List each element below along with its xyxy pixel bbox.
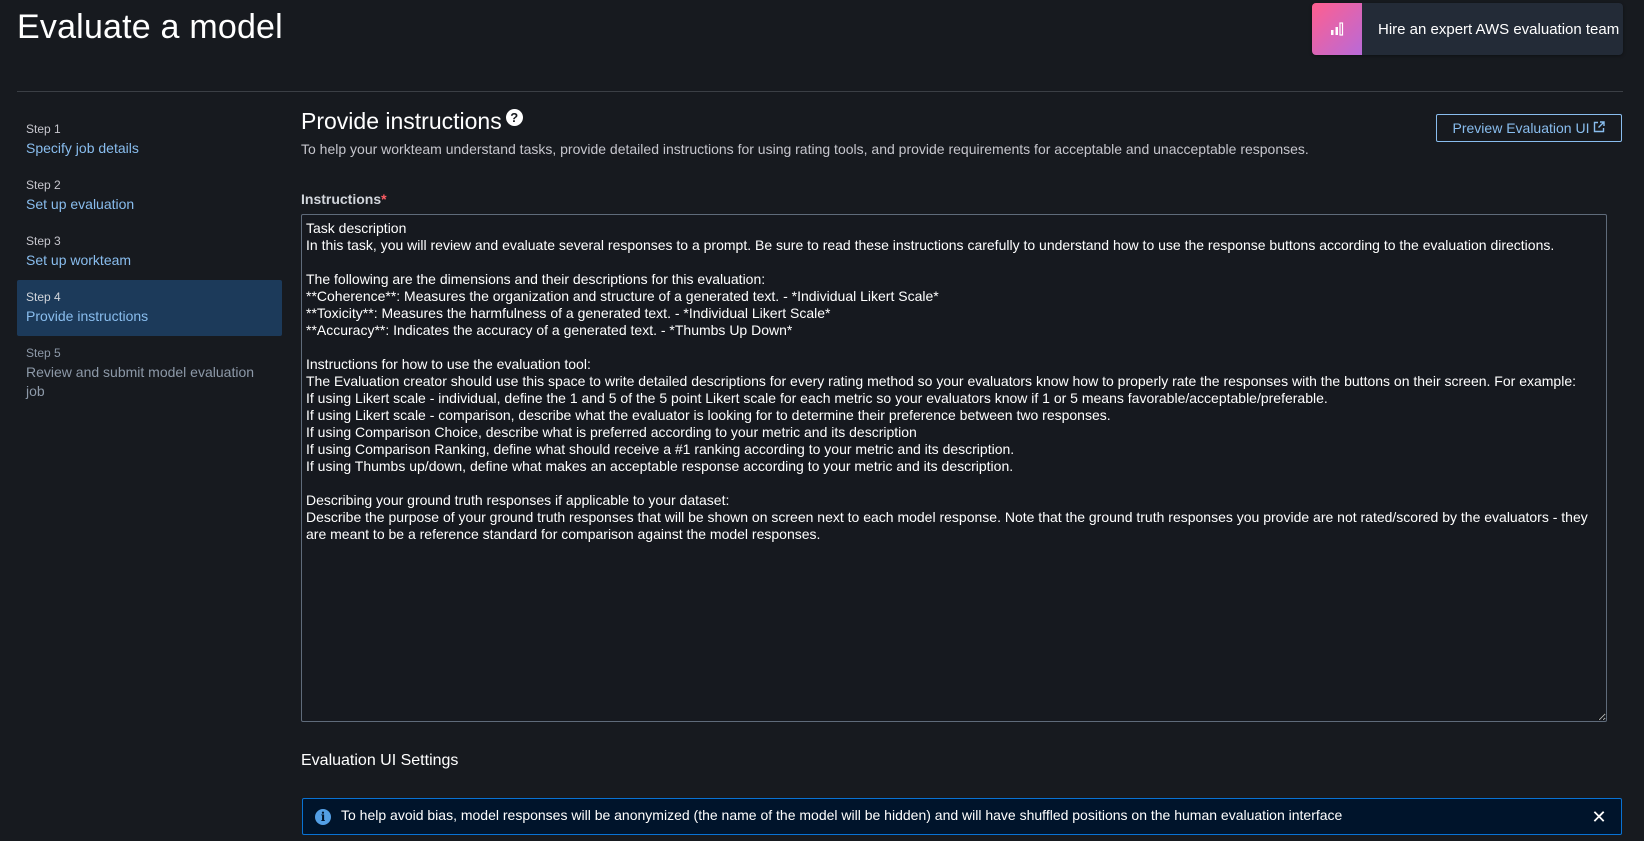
step-5 (17, 336, 282, 411)
step-4-active (17, 280, 282, 336)
step-link-set-up-workteam[interactable]: Set up workteam (26, 252, 132, 268)
close-icon[interactable]: ✕ (1591, 807, 1607, 827)
main-content (301, 108, 1623, 157)
preview-evaluation-ui-button[interactable] (1436, 114, 1622, 142)
step-label-review-and-submit: Review and submit model evaluation job (26, 364, 255, 399)
evaluation-ui-settings-title: Evaluation UI Settings (301, 752, 459, 769)
preview-button-label: Preview Evaluation UI (1452, 120, 1590, 136)
step-number: Step 4 (26, 290, 61, 304)
section-title-text: Provide instructions (301, 108, 502, 134)
step-number: Step 1 (26, 122, 61, 136)
header-divider (17, 91, 1623, 92)
bar-chart-icon (1312, 3, 1362, 55)
external-link-icon (1593, 120, 1605, 136)
step-link-specify-job-details[interactable]: Specify job details (26, 140, 139, 156)
bias-info-alert (302, 798, 1622, 835)
step-2 (17, 168, 282, 224)
info-alert-text: To help avoid bias, model responses will be anonymized (the name of the model will be hidden) and will have shuffled positions on the human evaluation interface (341, 806, 1343, 823)
step-link-provide-instructions[interactable]: Provide instructions (26, 308, 149, 324)
step-1 (17, 112, 282, 168)
section-title (301, 108, 1623, 135)
info-icon: i (315, 809, 331, 825)
step-3 (17, 224, 282, 280)
instructions-label (301, 191, 387, 207)
step-number: Step 3 (26, 234, 61, 248)
step-number: Step 5 (26, 346, 61, 360)
hire-expert-label: Hire an expert AWS evaluation team (1378, 20, 1620, 38)
required-mark: * (381, 191, 387, 207)
instructions-label-text: Instructions (301, 191, 382, 207)
step-number: Step 2 (26, 178, 61, 192)
instructions-textarea[interactable] (301, 214, 1607, 722)
step-link-set-up-evaluation[interactable]: Set up evaluation (26, 196, 135, 212)
section-description: To help your workteam understand tasks, provide detailed instructions for using rating tools, and provide requirements for acceptable and unacceptable responses. (301, 141, 1309, 157)
hire-expert-button[interactable] (1312, 3, 1623, 55)
page-title: Evaluate a model (17, 8, 283, 46)
question-circle-icon[interactable]: ? (506, 109, 523, 126)
wizard-steps (17, 112, 282, 411)
